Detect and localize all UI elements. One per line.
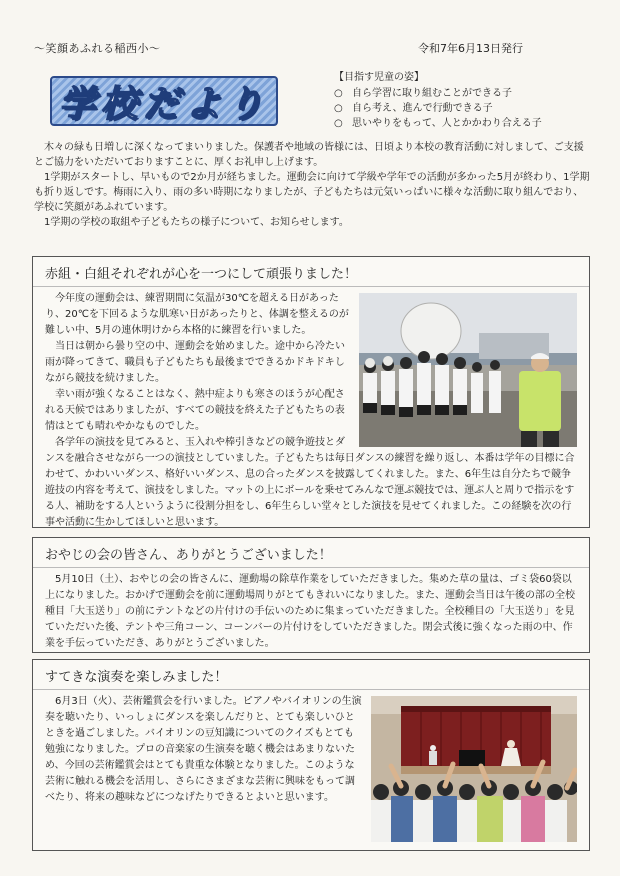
article-body <box>33 568 589 652</box>
intro-paragraph: 木々の緑も日増しに深くなってまいりました。保護者や地域の皆様には、日頃より本校の教育活動に対しまして、ご支援とご協力をいただいておりますことに、厚くお礼申し上げます。 <box>34 142 584 168</box>
intro-paragraph: 1学期の学校の取組や子どもたちの様子について、お知らせします。 <box>44 217 349 228</box>
concert-photo <box>371 696 577 842</box>
goal-text: 自ら学習に取り組むことができる子 <box>352 88 512 99</box>
article-paragraph: 6月3日（火）、芸術鑑賞会を行いました。ピアノやバイオリンの生演奏を聴いたり、いっしょにダンスを楽しんだりと、とても楽しいひとときを過ごしました。バイオリンの豆知識についてのクイズもとても勉強になりました。プロの音楽家の生演奏を聴く機会はあまりないため、今回の芸術鑑賞会はとても貴重な体験となりました。このような芸術に触れる機会を活用し、さらにさまざまな芸術に興味をもって調べたり、将来の趣味などにつなげたりできるとよいと思います。 <box>45 696 362 803</box>
article-paragraph: 幸い雨が強くなることはなく、熱中症よりも寒さのほうが心配される天候ではありましたが、すべての競技を終えた子どもたちの表情はとても晴れやかなものでした。 <box>45 389 345 432</box>
article-paragraph: 各学年の演技を見てみると、玉入れや棒引きなどの競争遊技とダンスを融合させながら一つの演技としていました。子どもたちは毎日ダンスの練習を繰り返し、本番は学年の目標に合わせて、かわいいダンス、格好いいダンス、息の合ったダンスを披露してくれました。また、6年生は自分たちで競争遊技の内容を考えて、演技をしました。マットの上にボールを乗せてみんなで運ぶ競技では、運ぶ人と周りで指示をする人、補助をする人というように役割分担をし、6年生らしい堂々とした演技を見せてくれました。この経験を次の行事や活動に生かしてほしいと思います。 <box>45 437 575 528</box>
article-body <box>33 287 589 531</box>
article-dads-club <box>32 537 590 653</box>
concert-illustration <box>371 696 577 842</box>
circle-bullet: ○ <box>334 118 343 129</box>
article-sports-day <box>32 256 590 528</box>
goal-item <box>334 101 594 116</box>
intro-message <box>34 140 590 230</box>
goal-item <box>334 116 594 131</box>
sports-day-illustration <box>359 293 577 447</box>
issue-date: 令和7年6月13日発行 <box>418 42 523 55</box>
article-paragraph: 今年度の運動会は、練習期間に気温が30℃を超える日があったり、20℃を下回るような肌寒い日があったりと、体調を整えるのが難しい中、5月の連休明けから本格的に練習を行いました。 <box>45 293 349 336</box>
goal-text: 自ら考え、進んで行動できる子 <box>352 103 493 114</box>
goal-text: 思いやりをもって、人とかかわり合える子 <box>352 118 542 129</box>
sports-day-photo <box>359 293 577 447</box>
article-title: おやじの会の皆さん、ありがとうございました！ <box>33 538 589 568</box>
masthead-title: 学校だより <box>58 83 269 125</box>
circle-bullet: ○ <box>334 103 343 114</box>
article-title: 赤組・白組それぞれが心を一つにして頑張りました！ <box>33 257 589 287</box>
goals-heading: 【目指す児童の姿】 <box>334 72 424 83</box>
intro-paragraph: 1学期がスタートし、早いもので2か月が経ちました。運動会に向けて学級や学年での活動が多かった5月が終わり、1学期も折り返しです。梅雨に入り、雨の多い時期になりましたが、子どもたちは元気いっぱいに様々な活動に取り組んでおり、学校に笑顔があふれています。 <box>34 172 590 213</box>
circle-bullet: ○ <box>334 88 343 99</box>
goal-item <box>334 86 594 101</box>
article-title: すてきな演奏を楽しみました！ <box>33 660 589 690</box>
masthead <box>50 76 278 126</box>
article-concert <box>32 659 590 851</box>
article-paragraph: 当日は朝から曇り空の中、運動会を始めました。途中から冷たい雨が降ってきて、職員も子どもたちも最後までできるかドキドキしながら競技を続けました。 <box>45 341 345 384</box>
target-student-goals <box>334 70 594 131</box>
article-paragraph: 5月10日（土）、おやじの会の皆さんに、運動場の除草作業をしていただきました。集めた草の量は、ゴミ袋60袋以上になりました。おかげで運動会を前に運動場周りがとてもきれいになりました。また、運動会当日は午後の部の全校種目「大玉送り」の前にテントなどの片付けの手伝いのために集まっていただきました。全校種目の「大玉送り」を見ていただいた後、テントや三角コーン、コーンバーの片付けをしていただきました。閉会式後に強くなった雨の中、作業を手伝っていただき、ありがとうございました。 <box>45 574 575 649</box>
article-body <box>33 690 589 806</box>
school-subtitle: 〜笑顔あふれる稲西小〜 <box>34 42 161 55</box>
